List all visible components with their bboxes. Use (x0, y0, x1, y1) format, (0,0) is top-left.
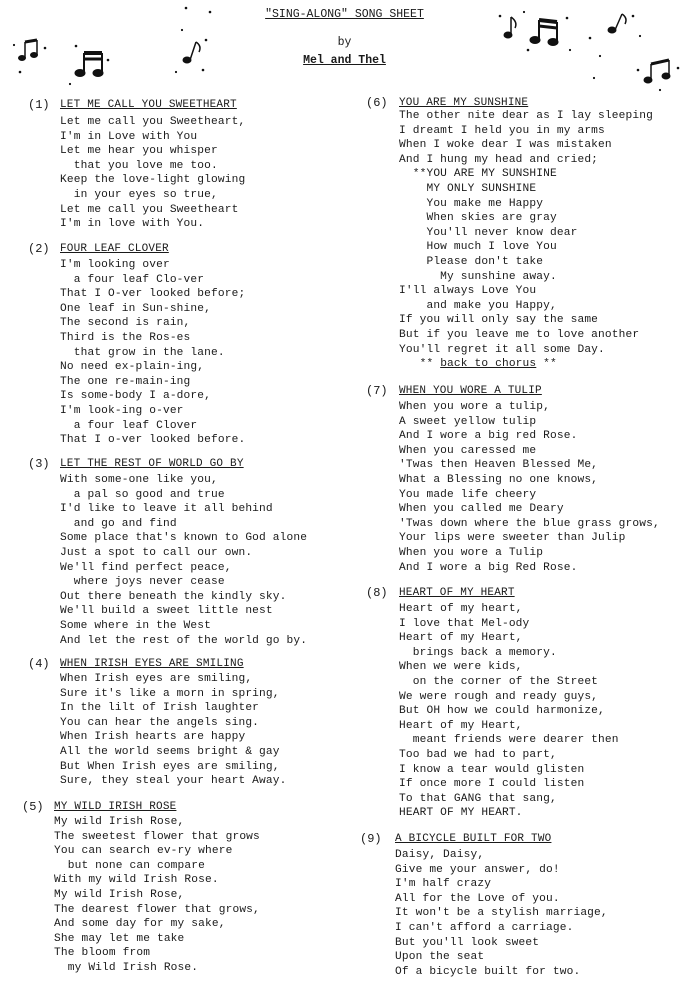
authors: Mel and Thel (303, 54, 386, 67)
lyric-line: To that GANG that sang, (399, 792, 557, 805)
song-number: (3) (28, 457, 50, 471)
song-number: (6) (366, 96, 388, 110)
lyric-line: Too bad we had to part, (399, 748, 557, 761)
lyric-line: Heart of my heart, (399, 603, 523, 615)
lyric-line: I'd like to leave it all behind (60, 503, 273, 516)
lyric-line: The other nite dear as I lay sleeping (399, 110, 653, 122)
lyric-line: But When Irish eyes are smiling, (60, 760, 280, 773)
lyric-line: My wild Irish Rose, (54, 888, 185, 901)
song-title: LET THE REST OF WORLD GO BY (60, 458, 244, 470)
lyric-line: If once more I could listen (399, 778, 585, 791)
song-number: (9) (360, 832, 382, 846)
lyric-line: The one re-main-ing (60, 375, 191, 388)
lyric-line: Your lips were sweeter than Julip (399, 532, 626, 545)
lyric-line: One leaf in Sun-shine, (60, 302, 211, 315)
lyric-line: I'm in love with You. (60, 218, 205, 231)
lyric-line: in your eyes so true, (60, 188, 218, 201)
lyric-line: My sunshine away. (399, 270, 557, 283)
lyric-line: But you'll look sweet (395, 936, 540, 949)
song-title: LET ME CALL YOU SWEETHEART (60, 99, 237, 111)
lyric-line: You'll regret it all some Day. (399, 343, 605, 356)
lyric-line: When you wore a Tulip (399, 546, 544, 559)
lyric-line: All for the Love of you. (395, 892, 560, 905)
song-number: (7) (366, 384, 388, 398)
song-title: WHEN IRISH EYES ARE SMILING (60, 658, 244, 670)
byline-label: by (337, 36, 352, 49)
song-title: A BICYCLE BUILT FOR TWO (395, 833, 552, 845)
lyric-line: And I wore a big red Rose. (399, 430, 578, 443)
lyric-line: MY ONLY SUNSHINE (399, 182, 537, 195)
lyric-line: Is some-body I a-dore, (60, 390, 211, 403)
lyric-line: It won't be a stylish marriage, (395, 907, 608, 920)
lyric-line: And let the rest of the world go by. (60, 634, 308, 647)
song-number: (5) (22, 800, 44, 814)
song-title: HEART OF MY HEART (399, 587, 515, 599)
lyric-line: Please don't take (399, 255, 544, 268)
lyric-line: HEART OF MY HEART. (399, 807, 523, 820)
song-title: FOUR LEAF CLOVER (60, 243, 169, 255)
song-lyrics (60, 672, 287, 789)
lyric-line: When Irish hearts are happy (60, 731, 246, 744)
lyric-line: Some place that's known to God alone (60, 532, 308, 545)
lyric-line: my Wild Irish Rose. (54, 961, 199, 974)
lyric-line: and go and find (60, 517, 177, 530)
back-to-chorus-label: back to chorus (440, 358, 537, 371)
lyric-line: I'm half crazy (395, 878, 492, 891)
lyric-line: I'll always Love You (399, 285, 537, 298)
song-lyrics (395, 848, 608, 979)
lyric-line: I'm in Love with You (60, 130, 198, 143)
lyric-line: When you wore a tulip, (399, 401, 550, 413)
lyric-line: With some-one like you, (60, 474, 218, 486)
lyric-line: brings back a memory. (399, 646, 557, 659)
lyric-line: Give me your answer, do! (395, 863, 560, 876)
lyric-line: Third is the Ros-es (60, 331, 191, 344)
song-number: (1) (28, 98, 50, 112)
lyric-line: The bloom from (54, 947, 151, 960)
lyric-line: **YOU ARE MY SUNSHINE (399, 168, 557, 181)
lyric-line: But OH how we could harmonize, (399, 705, 605, 718)
lyric-line: a pal so good and true (60, 488, 225, 501)
lyric-line: When skies are gray (399, 212, 557, 225)
lyric-line: Of a bicycle built for two. (395, 965, 581, 978)
lyric-line: With my wild Irish Rose. (54, 874, 219, 887)
song-lyrics (60, 115, 245, 232)
lyric-line: I dreamt I held you in my arms (399, 124, 605, 137)
lyric-line: The dearest flower that grows, (54, 903, 260, 916)
lyric-line: Sure, they steal your heart Away. (60, 775, 287, 788)
lyric-line: That I O-ver looked before; (60, 288, 246, 301)
lyric-line: but none can compare (54, 859, 205, 872)
lyric-line: that grow in the lane. (60, 346, 225, 359)
song-title: YOU ARE MY SUNSHINE (399, 97, 529, 109)
song-lyrics (399, 109, 653, 372)
lyric-line: When we were kids, (399, 661, 523, 674)
song-number: (2) (28, 242, 50, 256)
lyric-line: We'll build a sweet little nest (60, 605, 273, 618)
lyric-line: When I woke dear I was mistaken (399, 139, 612, 152)
lyric-line: Let me hear you whisper (60, 145, 218, 158)
lyric-line: How much I love You (399, 241, 557, 254)
lyric-line: Some where in the West (60, 619, 211, 632)
lyric-line: Sure it's like a morn in spring, (60, 687, 280, 700)
lyric-line: a four leaf Clover (60, 419, 198, 432)
lyric-line: When you caressed me (399, 444, 537, 457)
lyric-line: When you called me Deary (399, 503, 564, 516)
song-number: (8) (366, 586, 388, 600)
song-number: (4) (28, 657, 50, 671)
lyric-line: I'm looking over (60, 259, 170, 271)
lyric-line: 'Twas then Heaven Blessed Me, (399, 459, 599, 472)
song-lyrics (399, 602, 619, 821)
lyric-line: that you love me too. (60, 159, 218, 172)
lyric-line: You made life cheery (399, 488, 537, 501)
lyric-line: Upon the seat (395, 951, 485, 964)
lyric-line: We were rough and ready guys, (399, 690, 599, 703)
lyric-line: My wild Irish Rose, (54, 816, 185, 828)
lyric-line: Just a spot to call our own. (60, 546, 253, 559)
lyric-line: Let me call you Sweetheart, (60, 116, 246, 128)
song-lyrics (60, 258, 245, 448)
lyric-line: That I o-ver looked before. (60, 434, 246, 447)
lyric-line: a four leaf Clo-ver (60, 273, 205, 286)
lyric-line: You make me Happy (399, 197, 544, 210)
chorus-reference (399, 357, 653, 372)
chorus-marker: ** (399, 358, 441, 371)
lyric-line: You can search ev-ry where (54, 845, 233, 858)
lyric-line: The second is rain, (60, 317, 191, 330)
sheet-title: "SING-ALONG" SONG SHEET (265, 8, 424, 21)
lyric-line: Heart of my Heart, (399, 719, 523, 732)
song-lyrics (60, 473, 307, 648)
lyric-line: Keep the love-light glowing (60, 174, 246, 187)
lyric-line: No need ex-plain-ing, (60, 361, 205, 374)
lyric-line: When Irish eyes are smiling, (60, 673, 253, 685)
lyric-line: I love that Mel-ody (399, 617, 530, 630)
lyric-line: But if you leave me to love another (399, 328, 640, 341)
lyric-line: meant friends were dearer then (399, 734, 619, 747)
lyric-line: Let me call you Sweetheart (60, 203, 239, 216)
lyric-line: and make you Happy, (399, 299, 557, 312)
lyric-line: What a Blessing no one knows, (399, 473, 599, 486)
lyric-line: If you will only say the same (399, 314, 599, 327)
chorus-marker: ** (536, 358, 557, 371)
song-title: WHEN YOU WORE A TULIP (399, 385, 542, 397)
lyric-line: She may let me take (54, 932, 185, 945)
lyric-line: In the lilt of Irish laughter (60, 702, 260, 715)
lyric-line: And I wore a big Red Rose. (399, 561, 578, 574)
lyric-line: I know a tear would glisten (399, 763, 585, 776)
lyric-line: You'll never know dear (399, 226, 578, 239)
lyric-line: All the world seems bright & gay (60, 745, 280, 758)
song-title: MY WILD IRISH ROSE (54, 801, 177, 813)
lyric-line: I can't afford a carriage. (395, 921, 574, 934)
lyric-line: Heart of my Heart, (399, 632, 523, 645)
lyric-line: on the corner of the Street (399, 675, 599, 688)
lyric-line: We'll find perfect peace, (60, 561, 232, 574)
lyric-line: You can hear the angels sing. (60, 716, 260, 729)
lyric-line: I'm look-ing o-ver (60, 404, 184, 417)
song-lyrics (399, 400, 660, 575)
lyric-line: Daisy, Daisy, (395, 849, 485, 861)
lyric-line: The sweetest flower that grows (54, 830, 260, 843)
lyric-line: 'Twas down where the blue grass grows, (399, 517, 660, 530)
lyric-line: And some day for my sake, (54, 918, 226, 931)
song-lyrics (54, 815, 260, 976)
lyric-line: And I hung my head and cried; (399, 153, 599, 166)
lyric-line: where joys never cease (60, 576, 225, 589)
lyric-line: Out there beneath the kindly sky. (60, 590, 287, 603)
lyric-line: A sweet yellow tulip (399, 415, 537, 428)
